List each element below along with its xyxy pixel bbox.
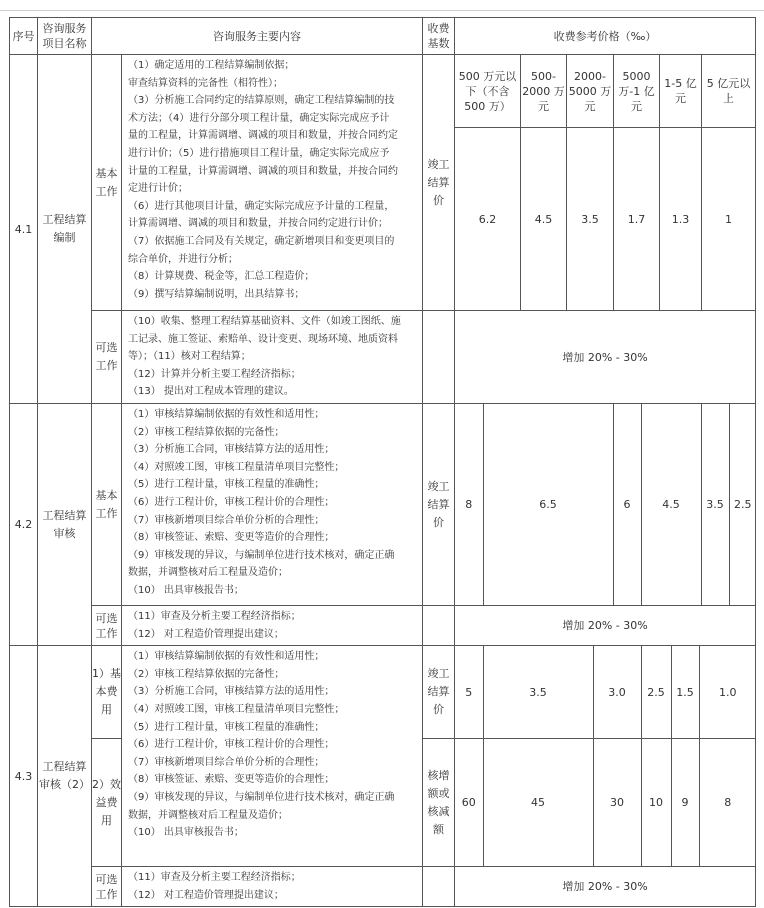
price-cell: 1 (702, 128, 756, 311)
content-line: （7）审核新增项目综合单价分析的合理性； (128, 514, 325, 526)
content-line: （2）审核工程结算依据的完备性； (128, 668, 285, 680)
price-cell: 45 (483, 739, 593, 866)
row-4-2-optional-price: 增加 20% - 30% (455, 606, 756, 646)
content-line: （6）进行工程计价，审核工程计价的合理性； (128, 496, 335, 508)
content-line: （4）对照竣工图，审核工程量清单项目完整性； (128, 461, 345, 473)
row-4-3-benefit-label: 2）效益费用 (92, 739, 122, 867)
price-cell: 8 (699, 739, 756, 866)
content-line: （6）进行工程计价，审核工程计价的合理性； (128, 739, 335, 751)
row-4-3-item: 工程结算审核（2） (38, 646, 92, 907)
range-1: 500 万元以下（不含 500 万） (455, 55, 521, 128)
content-line: 综合单价，并进行分析； (128, 253, 238, 265)
content-line: （7）审核新增项目综合单价分析的合理性； (128, 756, 325, 768)
content-line: （1）确定适用的工程结算编制依据； (128, 60, 295, 71)
content-line: （12） 对工程造价管理提出建议； (128, 889, 284, 901)
row-4-3-seq: 4.3 (10, 646, 38, 907)
price-cell: 1.3 (660, 128, 702, 311)
price-cell: 4.5 (521, 128, 567, 311)
range-6: 5 亿元以上 (702, 55, 756, 128)
content-line: 计算需调增、调减的项目和数量，并按合同约定进行计价； (128, 218, 388, 230)
content-line: 进行计价；（5）进行措施项目工程计量，确定实际完成应予 (128, 147, 390, 159)
price-cell: 4.5 (641, 404, 701, 605)
row-4-3-content (122, 646, 423, 867)
content-line: （7）依据施工合同及有关规定，确定新增项目和变更项目的 (128, 235, 395, 247)
price-cell: 30 (593, 739, 641, 866)
header-basis: 收费基数 (423, 18, 455, 55)
price-cell: 3.5 (567, 128, 614, 311)
row-4-2-basic-label: 基本工作 (92, 404, 122, 606)
row-4-3-basic-prices (455, 646, 756, 739)
row-4-2-basic-content (122, 404, 423, 606)
content-line: （9）审核发现的异议，与编制单位进行技术核对，确定正确 (128, 549, 395, 561)
content-line: （6）进行其他项目计量，确定实际完成应予计量的工程量， (128, 200, 395, 212)
range-3: 2000-5000 万元 (567, 55, 614, 128)
content-line: （11）审查及分析主要工程经济指标； (128, 611, 301, 622)
content-line: （3）分析施工合同约定的结算原则，确定工程结算编制的技 (128, 95, 395, 107)
content-line: 数据，并调整核对后工程量及造价； (128, 809, 288, 821)
price-cell: 3.0 (593, 646, 641, 738)
price-cell: 10 (641, 739, 671, 866)
price-cell: 3.5 (701, 404, 729, 605)
row-4-3-basic-label: 1）基本费用 (92, 646, 122, 739)
row-4-2-optional-label: 可选工作 (92, 606, 122, 646)
row-4-1-basic-content (122, 55, 423, 311)
content-line: （8）审核签证、索赔、变更等造价的合理性； (128, 774, 335, 786)
content-line: （11）审查及分析主要工程经济指标； (128, 872, 301, 884)
fee-table (9, 17, 756, 907)
content-line: （3）分析施工合同，审核结算方法的适用性； (128, 444, 335, 456)
range-2: 500-2000 万元 (521, 55, 567, 128)
price-cell: 6 (613, 404, 641, 605)
row-4-3-benefit-basis: 核增额或核减额 (423, 739, 455, 867)
content-line: （13） 提出对工程成本管理的建议。 (128, 386, 294, 398)
row-4-2-optional-content (122, 606, 423, 646)
content-line: （9）审核发现的异议，与编制单位进行技术核对，确定正确 (128, 791, 395, 803)
row-4-2-seq: 4.2 (10, 404, 38, 646)
price-cell: 1.7 (614, 128, 660, 311)
content-line: （10）收集、整理工程结算基础资料、文件（如竣工图纸、施 (128, 316, 401, 327)
content-line: （5）进行工程计量，审核工程量的准确性； (128, 479, 325, 491)
row-4-1-basis: 竣工结算价 (423, 55, 455, 311)
range-5: 1-5 亿元 (660, 55, 702, 128)
content-line: （3）分析施工合同，审核结算方法的适用性； (128, 686, 335, 698)
row-4-2-basis: 竣工结算价 (423, 404, 455, 606)
row-4-1-seq: 4.1 (10, 55, 38, 404)
row-4-2-item: 工程结算审核 (38, 404, 92, 646)
row-4-1-optional-label: 可选工作 (92, 311, 122, 404)
content-line: （2）审核工程结算依据的完备性； (128, 426, 285, 438)
content-line: 工记录、施工签证、索赔单、设计变更、现场环境、地质资料 (128, 333, 398, 345)
row-4-1-optional-content (122, 311, 423, 404)
content-line: （12）计算并分析主要工程经济指标； (128, 368, 301, 380)
top-divider (0, 10, 764, 11)
price-cell: 2.5 (641, 646, 671, 738)
content-line: 等）；（11）核对工程结算； (128, 351, 251, 363)
price-cell: 6.2 (455, 128, 521, 311)
content-line: 术方法；（4）进行分部分项工程计量，确定实际完成应予计 (128, 112, 390, 124)
price-cell: 5 (465, 685, 473, 699)
content-line: （4）对照竣工图，审核工程量清单项目完整性； (128, 703, 345, 715)
price-cell: 1.5 (671, 646, 699, 738)
row-4-1-item: 工程结算编制 (38, 55, 92, 404)
content-line: （1）审核结算编制依据的有效性和适用性； (128, 651, 325, 663)
price-cell: 9 (671, 739, 699, 866)
row-4-3-optional-content (122, 867, 423, 907)
price-cell: 1.0 (699, 646, 756, 738)
row-4-2-prices (455, 404, 756, 606)
content-line: （1）审核结算编制依据的有效性和适用性； (128, 409, 325, 420)
price-cell: 2.5 (729, 404, 756, 605)
content-line: 计量的工程量，计算需调增、调减的项目和数量，并按合同约 (128, 165, 398, 177)
header-seq: 序号 (10, 18, 38, 55)
range-4: 5000 万-1 亿元 (614, 55, 660, 128)
row-4-3-optional-label: 可选工作 (92, 867, 122, 907)
header-content: 咨询服务主要内容 (92, 18, 423, 55)
price-cell: 6.5 (483, 404, 613, 605)
row-4-3-basic-basis: 竣工结算价 (423, 646, 455, 739)
content-line: （8）计算规费、税金等，汇总工程造价； (128, 271, 315, 283)
content-line: 定进行计价； (128, 183, 188, 195)
content-line: （9）撰写结算编制说明，出具结算书； (128, 288, 305, 300)
content-line: 数据，并调整核对后工程量及造价； (128, 567, 288, 579)
price-cell: 8 (465, 498, 473, 511)
header-price: 收费参考价格（‰） (455, 18, 756, 55)
content-line: （12） 对工程造价管理提出建议； (128, 628, 284, 640)
price-cell: 3.5 (483, 646, 593, 738)
content-line: 审查结算资料的完备性（相符性）； (128, 77, 283, 89)
content-line: （10） 出具审核报告书； (128, 584, 244, 596)
row-4-3-benefit-prices (455, 739, 756, 867)
row-4-1-optional-basis (423, 311, 455, 404)
content-line: （5）进行工程计量，审核工程量的准确性； (128, 721, 325, 733)
row-4-3-optional-price: 增加 20% - 30% (455, 867, 756, 907)
row-4-3-optional-basis (423, 867, 455, 907)
row-4-1-basic-label: 基本工作 (92, 55, 122, 311)
header-item-name: 咨询服务项目名称 (38, 18, 92, 55)
row-4-2-optional-basis (423, 606, 455, 646)
price-cell: 60 (461, 796, 476, 810)
content-line: （10） 出具审核报告书； (128, 827, 244, 839)
content-line: （8）审核签证、索赔、变更等造价的合理性； (128, 532, 335, 544)
row-4-1-optional-price: 增加 20% - 30% (455, 311, 756, 404)
content-line: 量的工程量，计算需调增、调减的项目和数量，并按合同约定 (128, 130, 398, 142)
